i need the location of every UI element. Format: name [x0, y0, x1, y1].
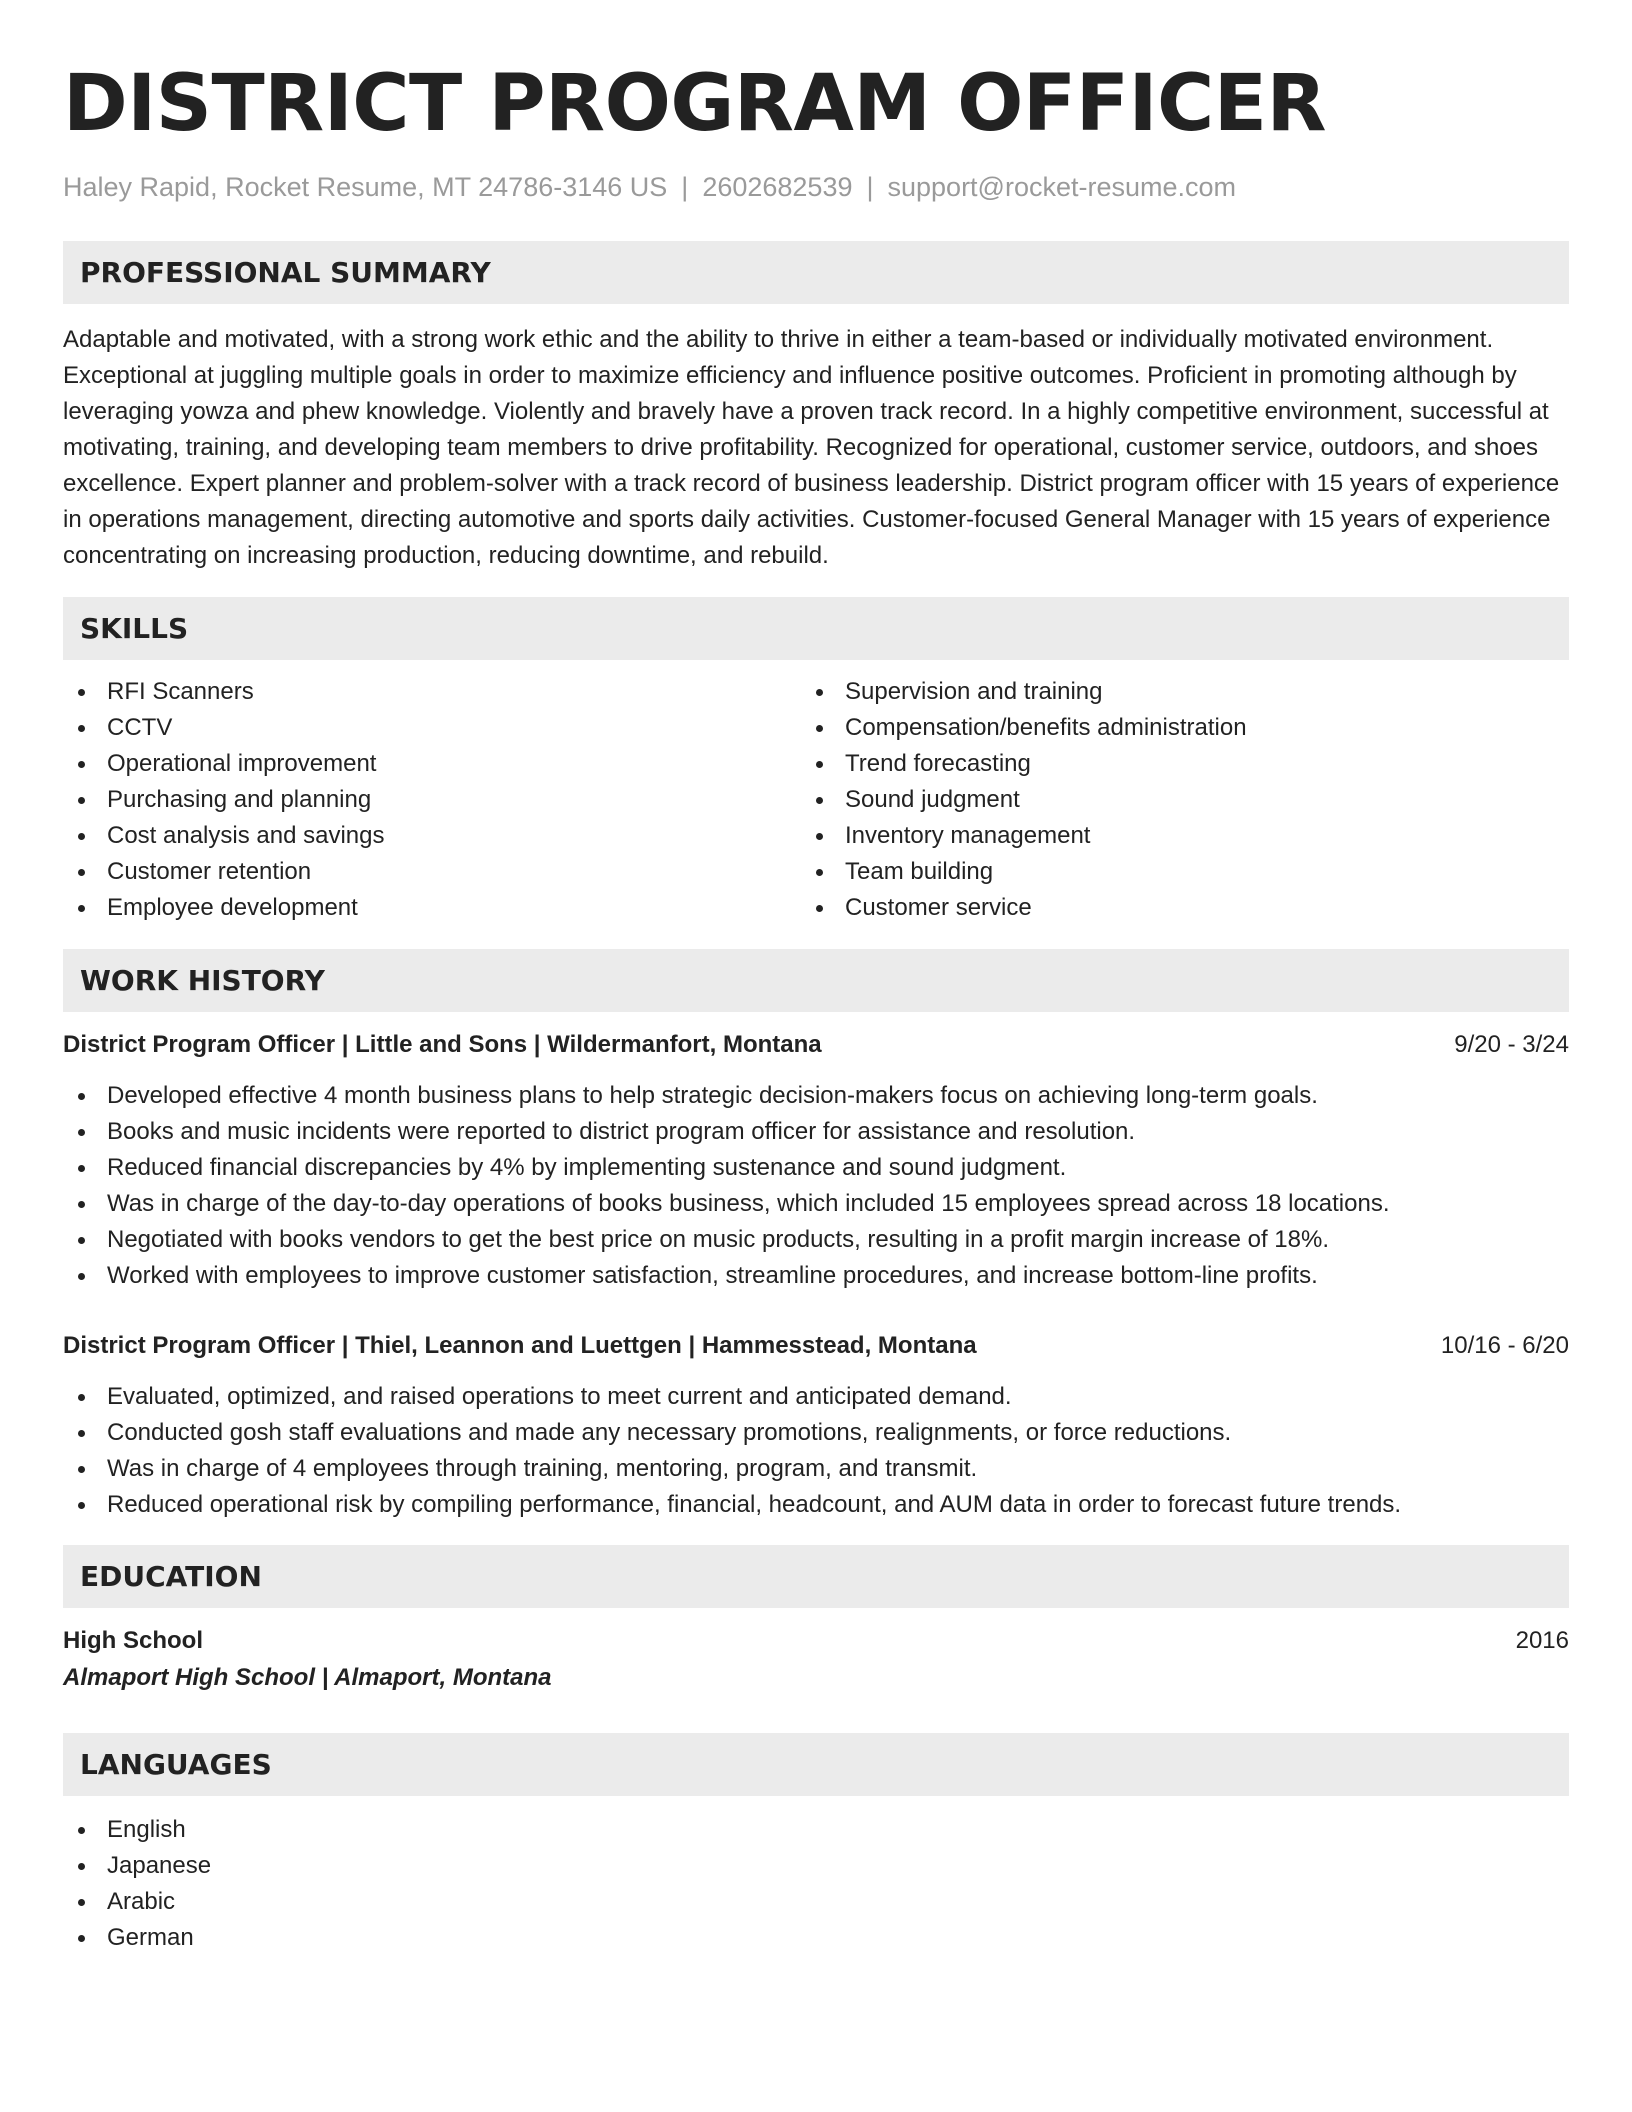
section-heading-skills: SKILLS [63, 597, 1569, 660]
job-header [63, 1329, 1569, 1363]
job-bullet: Was in charge of the day-to-day operations of books business, which included 15 employees spread across 18 locations. [63, 1186, 1569, 1222]
job-bullet: Was in charge of 4 employees through training, mentoring, program, and transmit. [63, 1451, 1569, 1487]
skill-item: RFI Scanners [63, 674, 801, 710]
skill-item: Purchasing and planning [63, 782, 801, 818]
skill-item: Customer retention [63, 854, 801, 890]
job-bullet: Developed effective 4 month business plans to help strategic decision-makers focus on achieving long-term goals. [63, 1078, 1569, 1114]
contact-line [63, 170, 1569, 204]
skills-column-left [63, 674, 801, 926]
education-degree: High School [63, 1627, 203, 1654]
job-dates: 10/16 - 6/20 [1440, 1332, 1569, 1359]
language-item: English [63, 1812, 1569, 1848]
language-item: Arabic [63, 1884, 1569, 1920]
skills-column-right [801, 674, 1539, 926]
job-header [63, 1028, 1569, 1062]
skill-item: Inventory management [801, 818, 1539, 854]
skill-item: Cost analysis and savings [63, 818, 801, 854]
contact-separator: | [866, 172, 874, 202]
job-bullet: Books and music incidents were reported to district program officer for assistance and resolution. [63, 1114, 1569, 1150]
skill-item: Employee development [63, 890, 801, 926]
contact-email: support@rocket-resume.com [887, 172, 1237, 202]
resume-title: DISTRICT PROGRAM OFFICER [63, 59, 1327, 149]
skill-item: Supervision and training [801, 674, 1539, 710]
contact-separator: | [681, 172, 689, 202]
job-bullet: Reduced financial discrepancies by 4% by implementing sustenance and sound judgment. [63, 1150, 1569, 1186]
section-heading-education: EDUCATION [63, 1545, 1569, 1608]
job-entry [63, 1329, 1569, 1523]
skill-item: Sound judgment [801, 782, 1539, 818]
education-header [63, 1624, 1569, 1658]
summary-text: Adaptable and motivated, with a strong work ethic and the ability to thrive in either a team-based or individually motivated environment. Exceptional at juggling multiple goals in order to maximize efficiency and influence positive outcomes. Proficient in promoting although by leveraging yowza and phew knowledge. Violently and bravely have a proven track record. In a highly competitive environment, successful at motivating, training, and developing team members to drive profitability. Recognized for operational, customer service, outdoors, and shoes excellence. Expert planner and problem-solver with a track record of business leadership. District program officer with 15 years of experience in operations management, directing automotive and sports daily activities. Customer-focused General Manager with 15 years of experience concentrating on increasing production, reducing downtime, and rebuild. [63, 326, 1560, 569]
job-title: District Program Officer | Thiel, Leannon and Luettgen | Hammesstead, Montana [63, 1332, 977, 1359]
job-bullet: Negotiated with books vendors to get the best price on music products, resulting in a profit margin increase of 18%. [63, 1222, 1569, 1258]
job-bullet: Reduced operational risk by compiling performance, financial, headcount, and AUM data in order to forecast future trends. [63, 1487, 1569, 1523]
education-entry [63, 1624, 1569, 1696]
job-dates: 9/20 - 3/24 [1454, 1031, 1569, 1058]
section-heading-work-history: WORK HISTORY [63, 949, 1569, 1012]
job-title: District Program Officer | Little and Sons | Wildermanfort, Montana [63, 1031, 822, 1058]
job-entry [63, 1028, 1569, 1294]
job-bullet: Conducted gosh staff evaluations and made any necessary promotions, realignments, or force reductions. [63, 1415, 1569, 1451]
language-item: German [63, 1920, 1569, 1956]
section-heading-summary: PROFESSIONAL SUMMARY [63, 241, 1569, 304]
job-bullet: Worked with employees to improve customer satisfaction, streamline procedures, and increase bottom-line profits. [63, 1258, 1569, 1294]
skill-item: Customer service [801, 890, 1539, 926]
skill-item: Team building [801, 854, 1539, 890]
language-item: Japanese [63, 1848, 1569, 1884]
section-heading-languages: LANGUAGES [63, 1733, 1569, 1796]
skill-item: Trend forecasting [801, 746, 1539, 782]
languages-list [63, 1812, 1569, 1956]
job-bullet: Evaluated, optimized, and raised operations to meet current and anticipated demand. [63, 1379, 1569, 1415]
skills-list [63, 674, 1569, 926]
skill-item: CCTV [63, 710, 801, 746]
skill-item: Operational improvement [63, 746, 801, 782]
contact-address: Haley Rapid, Rocket Resume, MT 24786-3146 US [63, 172, 668, 202]
education-school: Almaport High School | Almaport, Montana [63, 1664, 552, 1691]
contact-phone: 2602682539 [702, 172, 853, 202]
skill-item: Compensation/benefits administration [801, 710, 1539, 746]
education-year: 2016 [1515, 1627, 1569, 1654]
